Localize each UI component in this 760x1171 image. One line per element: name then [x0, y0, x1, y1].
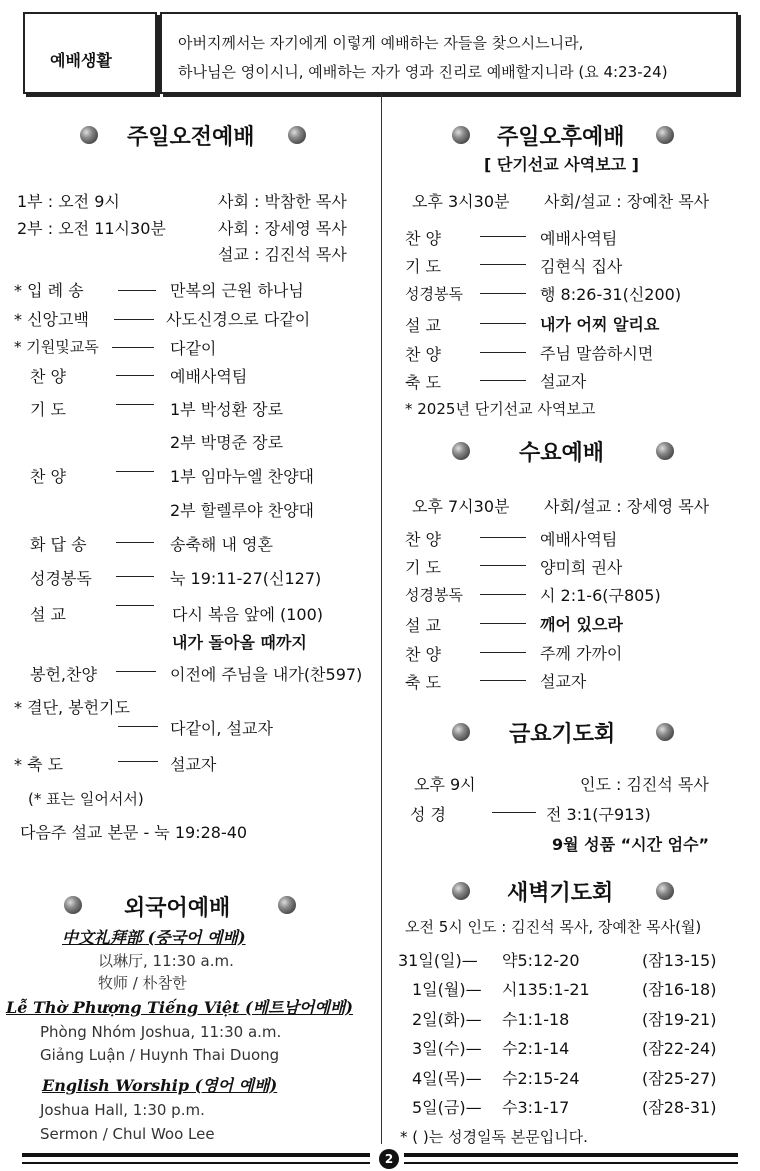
leader-line	[480, 323, 526, 324]
order-label: * 결단, 봉헌기도	[14, 698, 130, 717]
chinese-service-pastor: 牧师 / 朴참한	[98, 974, 187, 992]
monthly-virtue: 9월 성품 “시간 엄수”	[552, 835, 710, 854]
order-value: 주께 가까이	[540, 644, 623, 663]
leader-line	[114, 319, 154, 320]
dawn-proverbs: (잠28-31)	[642, 1098, 717, 1117]
morning-role-2: 사회 : 장세영 목사	[218, 219, 347, 238]
order-label: 기 도	[405, 558, 441, 577]
bullet-icon	[452, 882, 470, 900]
dawn-day: 5일(금)—	[412, 1098, 482, 1117]
afternoon-role: 사회/설교 : 장예찬 목사	[544, 192, 710, 211]
leader-line	[480, 594, 526, 595]
dawn-proverbs: (잠19-21)	[642, 1010, 717, 1029]
order-label: * 입 례 송	[14, 281, 84, 300]
leader-line	[118, 726, 158, 727]
morning-time-2: 2부 : 오전 11시30분	[17, 219, 166, 238]
afternoon-sermon-title: 내가 어찌 알리요	[540, 315, 660, 334]
order-value: 예배사역팀	[540, 229, 618, 248]
order-label: 성경봉독	[405, 586, 463, 604]
morning-role-1: 사회 : 박참한 목사	[218, 192, 347, 211]
friday-time: 오후 9시	[414, 775, 476, 794]
order-value-2: 2부 할렐루야 찬양대	[170, 501, 314, 520]
bullet-icon	[452, 723, 470, 741]
leader-line	[116, 542, 154, 543]
bullet-icon	[452, 442, 470, 460]
page-number: 2	[384, 1152, 394, 1166]
dawn-day: 3일(수)—	[412, 1039, 482, 1058]
leader-line	[480, 652, 526, 653]
friday-scripture-label: 성 경	[410, 805, 446, 824]
order-label: 설 교	[30, 605, 66, 624]
dawn-text: 수1:1-18	[502, 1010, 570, 1029]
order-value: 다같이, 설교자	[170, 719, 273, 738]
dawn-day: 1일(월)—	[412, 980, 482, 999]
morning-time-1: 1부 : 오전 9시	[17, 192, 120, 211]
order-value: 1부 임마누엘 찬양대	[170, 467, 314, 486]
english-service-pastor: Sermon / Chul Woo Lee	[40, 1125, 215, 1143]
order-value: 다시 복음 앞에 (100)	[172, 605, 324, 624]
afternoon-title: 주일오후예배	[497, 125, 625, 150]
order-value: 이전에 주님을 내가(찬597)	[170, 665, 363, 684]
order-label: * 축 도	[14, 755, 64, 774]
order-value: 1부 박성환 장로	[170, 400, 284, 419]
order-label: 화 답 송	[30, 535, 87, 554]
order-label: 설 교	[405, 316, 441, 335]
leader-line	[116, 605, 154, 606]
dawn-text: 수3:1-17	[502, 1098, 570, 1117]
leader-line	[116, 576, 154, 577]
leader-line	[480, 380, 526, 381]
footer-rule-right	[404, 1153, 738, 1164]
wednesday-sermon-title: 깨어 있으라	[540, 615, 623, 634]
english-service-name: English Worship (영어 예배)	[42, 1076, 278, 1095]
leader-line	[480, 293, 526, 294]
order-value: 행 8:26-31(신200)	[540, 285, 682, 304]
order-label: 찬 양	[405, 530, 441, 549]
order-value: 주님 말씀하시면	[540, 344, 654, 363]
dawn-text: 수2:15-24	[502, 1069, 580, 1088]
dawn-note: * ( )는 성경일독 본문입니다.	[400, 1128, 588, 1146]
friday-scripture: 전 3:1(구913)	[546, 805, 651, 824]
footer-rule-left	[22, 1153, 370, 1164]
leader-line	[118, 761, 158, 762]
order-value: 만복의 근원 하나님	[170, 281, 304, 300]
dawn-text: 시135:1-21	[502, 980, 590, 999]
bullet-icon	[288, 126, 306, 144]
dawn-text: 수2:1-14	[502, 1039, 570, 1058]
bullet-icon	[278, 896, 296, 914]
next-sermon: 다음주 설교 본문 - 눅 19:28-40	[20, 823, 248, 842]
afternoon-subtitle: [ 단기선교 사역보고 ]	[484, 155, 639, 174]
leader-line	[116, 471, 154, 472]
dawn-title: 새벽기도회	[507, 881, 614, 906]
leader-line	[116, 375, 154, 376]
order-label: 축 도	[405, 373, 441, 392]
leader-line	[480, 264, 526, 265]
morning-sermon-title: 내가 돌아올 때까지	[172, 633, 307, 652]
dawn-proverbs: (잠25-27)	[642, 1069, 717, 1088]
order-value: 예배사역팀	[540, 530, 618, 549]
order-label: 찬 양	[30, 367, 66, 386]
dawn-info: 오전 5시 인도 : 김진석 목사, 장예찬 목사(월)	[405, 918, 702, 936]
order-value-2: 2부 박명준 장로	[170, 433, 284, 452]
vietnamese-service-pastor: Giảng Luận / Huynh Thai Duong	[40, 1046, 280, 1064]
leader-line	[480, 352, 526, 353]
order-value: 다같이	[170, 339, 217, 358]
column-divider	[381, 94, 382, 1144]
bullet-icon	[656, 442, 674, 460]
bullet-icon	[656, 723, 674, 741]
order-label: * 신앙고백	[14, 310, 89, 329]
wednesday-time: 오후 7시30분	[412, 497, 510, 516]
order-value: 설교자	[170, 755, 217, 774]
order-value: 예배사역팀	[170, 367, 248, 386]
page-number-badge	[379, 1149, 399, 1169]
friday-role: 인도 : 김진석 목사	[580, 775, 709, 794]
friday-title: 금요기도회	[509, 722, 616, 747]
leader-line	[480, 680, 526, 681]
dawn-proverbs: (잠16-18)	[642, 980, 717, 999]
bullet-icon	[656, 882, 674, 900]
order-value: 설교자	[540, 372, 587, 391]
leader-line	[116, 671, 156, 672]
wednesday-role: 사회/설교 : 장세영 목사	[544, 497, 710, 516]
leader-line	[480, 236, 526, 237]
chinese-service-name: 中文礼拜部 (중국어 예배)	[62, 928, 246, 947]
order-label: 설 교	[405, 616, 441, 635]
dawn-day: 4일(목)—	[412, 1069, 482, 1088]
vietnamese-service-place: Phòng Nhóm Joshua, 11:30 a.m.	[40, 1023, 282, 1041]
dawn-day: 31일(일)—	[398, 951, 478, 970]
order-value: 시 2:1-6(구805)	[540, 586, 661, 605]
leader-line	[118, 290, 156, 291]
afternoon-note: * 2025년 단기선교 사역보고	[405, 400, 596, 418]
order-label: 봉헌,찬양	[30, 665, 97, 684]
standing-note: (* 표는 일어서서)	[28, 790, 144, 808]
morning-title: 주일오전예배	[127, 125, 255, 150]
order-label: 찬 양	[405, 229, 441, 248]
order-value: 송축해 내 영혼	[170, 535, 273, 554]
order-value: 설교자	[540, 672, 587, 691]
english-service-place: Joshua Hall, 1:30 p.m.	[40, 1101, 205, 1119]
morning-sermon-by: 설교 : 김진석 목사	[218, 245, 347, 264]
dawn-text: 약5:12-20	[502, 951, 580, 970]
order-label: 찬 양	[405, 645, 441, 664]
order-value: 눅 19:11-27(신127)	[170, 569, 322, 588]
order-value: 양미희 권사	[540, 558, 623, 577]
foreign-title: 외국어예배	[124, 896, 231, 921]
afternoon-time: 오후 3시30분	[412, 192, 510, 211]
order-value: 김현식 집사	[540, 257, 623, 276]
bullet-icon	[80, 126, 98, 144]
leader-line	[116, 404, 154, 405]
order-label: 성경봉독	[30, 569, 92, 588]
wednesday-title: 수요예배	[519, 441, 605, 466]
section-label: 예배생활	[50, 51, 112, 70]
bullet-icon	[452, 126, 470, 144]
leader-line	[480, 537, 526, 538]
verse-line-2: 하나님은 영이시니, 예배하는 자가 영과 진리로 예배할지니라 (요 4:23-24)	[178, 63, 668, 81]
dawn-day: 2일(화)—	[412, 1010, 482, 1029]
order-value: 사도신경으로 다같이	[166, 310, 311, 329]
order-label: * 기원및교독	[14, 338, 99, 356]
leader-line	[480, 565, 526, 566]
bullet-icon	[64, 896, 82, 914]
order-label: 기 도	[30, 400, 66, 419]
leader-line	[112, 347, 154, 348]
verse-line-1: 아버지께서는 자기에게 이렇게 예배하는 자들을 찾으시느니라,	[178, 34, 584, 52]
leader-line	[480, 623, 526, 624]
dawn-proverbs: (잠13-15)	[642, 951, 717, 970]
leader-line	[492, 812, 536, 813]
order-label: 축 도	[405, 673, 441, 692]
order-label: 찬 양	[405, 345, 441, 364]
order-label: 기 도	[405, 257, 441, 276]
order-label: 성경봉독	[405, 285, 463, 303]
dawn-proverbs: (잠22-24)	[642, 1039, 717, 1058]
vietnamese-service-name: Lễ Thờ Phượng Tiếng Việt (베트남어예배)	[6, 998, 353, 1017]
chinese-service-place: 以琳厅, 11:30 a.m.	[98, 952, 234, 970]
order-label: 찬 양	[30, 467, 66, 486]
bullet-icon	[656, 126, 674, 144]
